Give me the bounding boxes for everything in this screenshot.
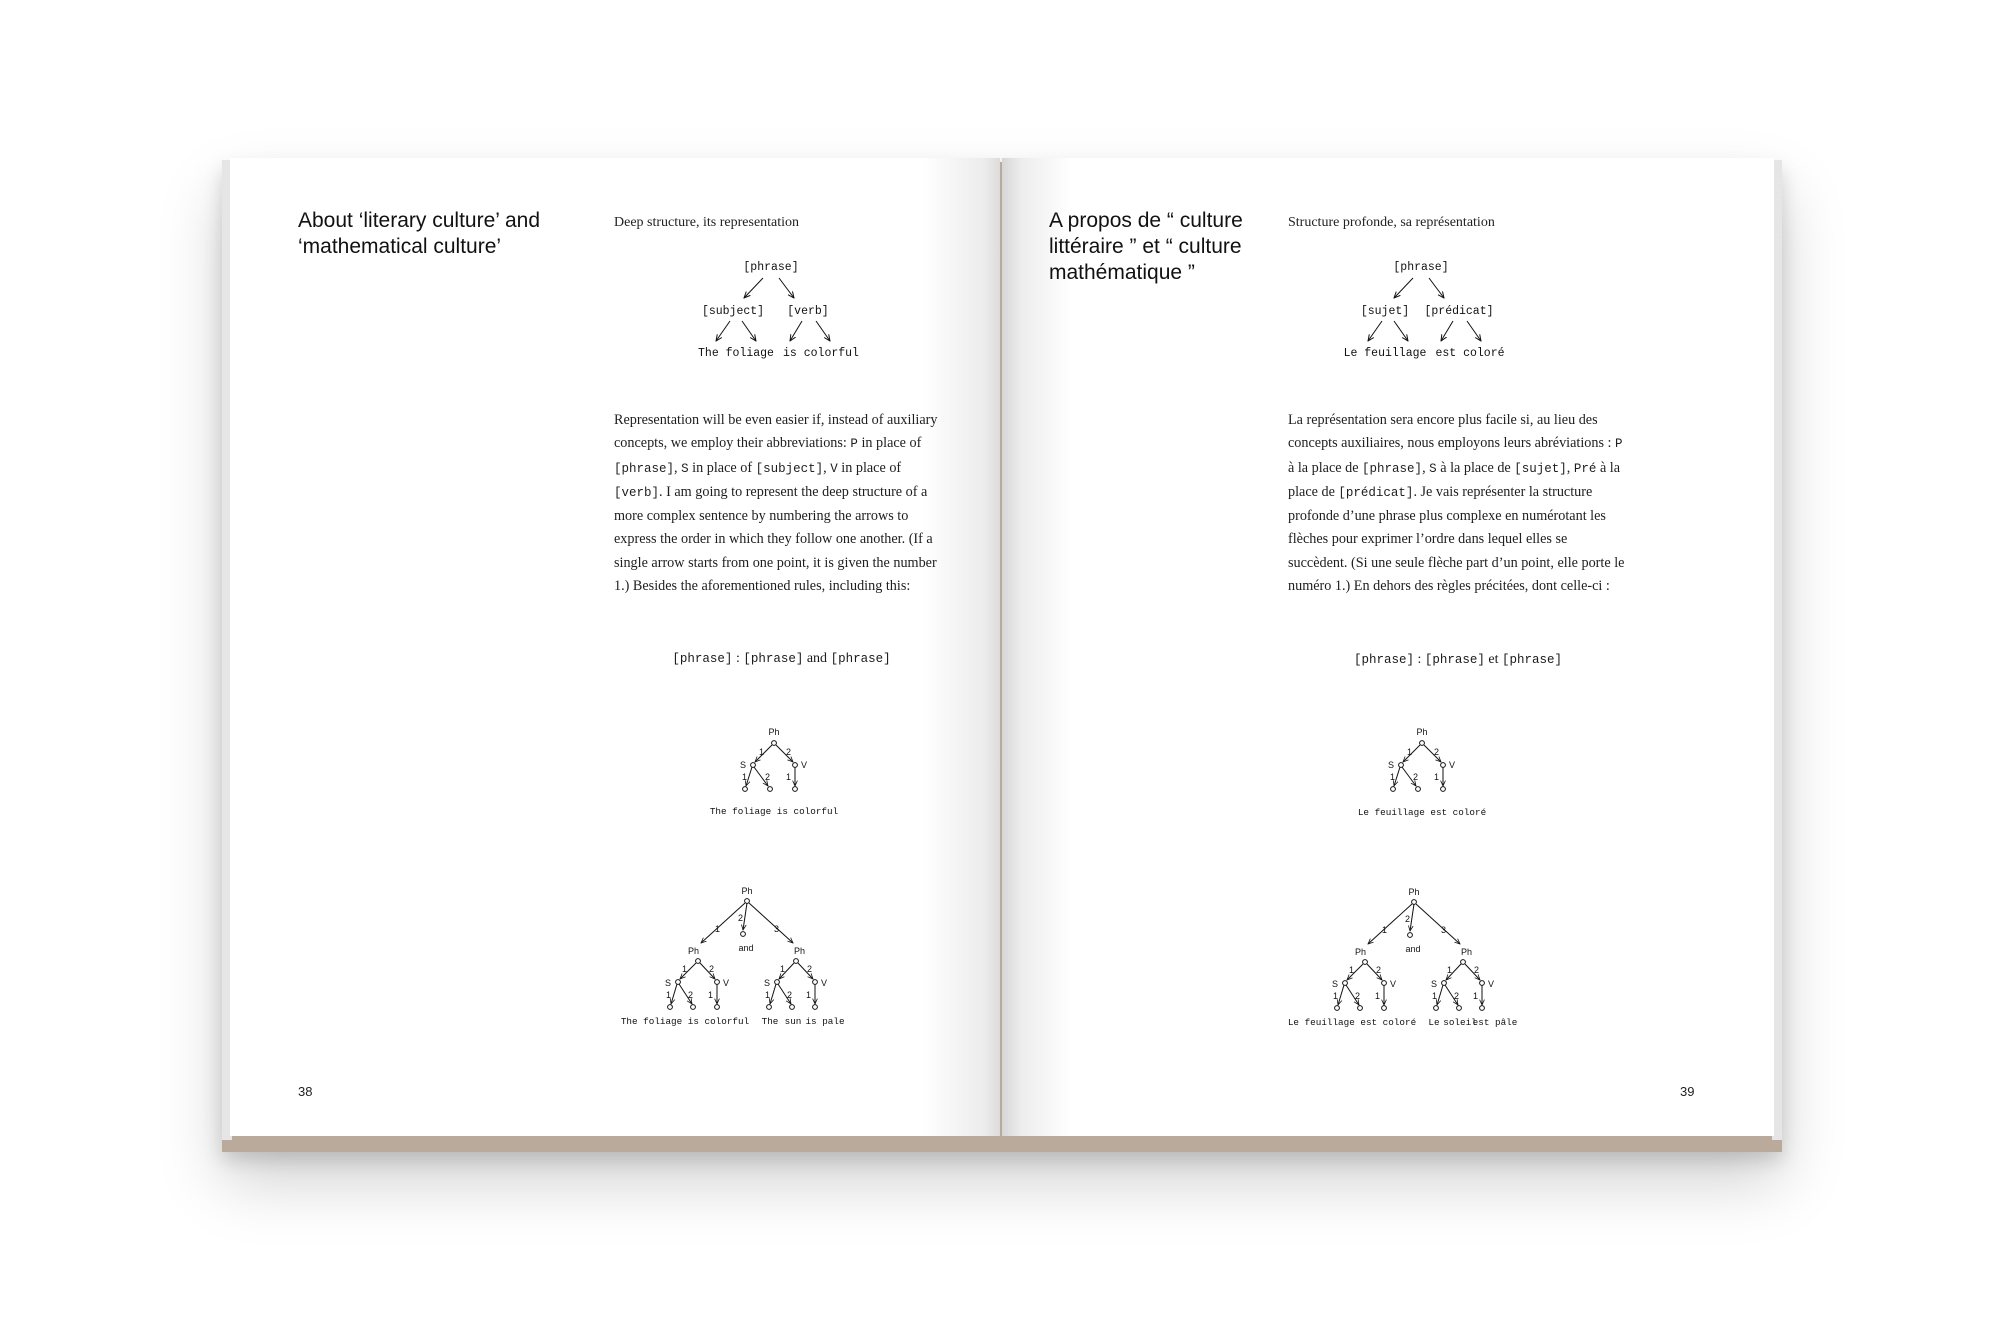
node-v: V xyxy=(801,760,808,770)
tree-word: is pale xyxy=(805,1016,845,1027)
node-s: S xyxy=(1431,979,1438,989)
tree-leaf-right: is colorful xyxy=(783,347,859,360)
arrow-number: 1 xyxy=(759,747,765,757)
left-page xyxy=(230,158,1000,1136)
arrow-number: 1 xyxy=(1390,772,1396,782)
arrow-number: 1 xyxy=(666,990,672,1000)
tree-leaf-left: Le feuillage xyxy=(1343,347,1427,360)
node-s: S xyxy=(764,978,771,988)
arrow xyxy=(790,321,802,341)
arrow-number: 3 xyxy=(774,924,780,934)
node-ph: Ph xyxy=(768,727,780,737)
node-v: V xyxy=(821,978,828,988)
arrow-number: 1 xyxy=(742,772,748,782)
arrow-number: 1 xyxy=(1333,991,1339,1001)
arrow-number: 2 xyxy=(1405,914,1411,924)
node-s: S xyxy=(665,978,672,988)
right-page xyxy=(1002,158,1774,1136)
node-v: V xyxy=(1390,979,1397,989)
arrow-number: 1 xyxy=(1473,991,1479,1001)
arrow-number: 2 xyxy=(738,913,744,923)
conjunction-and: and xyxy=(738,943,754,953)
numbered-tree-diagram xyxy=(1358,728,1498,828)
simple-tree-diagram xyxy=(670,253,870,363)
arrow-number: 2 xyxy=(787,990,793,1000)
arrow-number: 1 xyxy=(1407,747,1413,757)
arrow-number: 1 xyxy=(786,772,792,782)
section-subtitle: Deep structure, its representation xyxy=(614,215,800,230)
arrow-number: 2 xyxy=(1355,991,1361,1001)
node-s: S xyxy=(1388,760,1395,770)
rule-formula: [phrase] : [phrase] and [phrase] xyxy=(672,651,891,666)
node-ph: Ph xyxy=(794,946,806,956)
arrow-number: 2 xyxy=(765,772,771,782)
tree-sentence: The foliage is colorful xyxy=(620,1016,750,1027)
node-v: V xyxy=(1449,760,1456,770)
node-v: V xyxy=(1488,979,1495,989)
complex-tree-diagram xyxy=(1287,887,1532,1034)
node-s: S xyxy=(740,760,747,770)
tree-right-label: [verb] xyxy=(787,305,829,318)
section-subtitle: Structure profonde, sa représentation xyxy=(1288,215,1495,230)
arrow-number: 2 xyxy=(1454,991,1460,1001)
node-ph: Ph xyxy=(1461,947,1473,957)
node-s: S xyxy=(1332,979,1339,989)
arrow-number: 1 xyxy=(1434,772,1440,782)
tree-sentence: Le feuillage est coloré xyxy=(1287,1017,1417,1028)
arrow-number: 2 xyxy=(688,990,694,1000)
tree-leaf-right: est coloré xyxy=(1435,347,1505,360)
node-ph: Ph xyxy=(1408,887,1420,897)
tree-right-label: [prédicat] xyxy=(1424,305,1494,318)
arrow-number: 1 xyxy=(682,964,688,974)
arrow-number: 2 xyxy=(1413,772,1419,782)
arrow-number: 2 xyxy=(786,747,792,757)
tree-leaf-left: The foliage xyxy=(698,347,774,360)
tree-word: The xyxy=(761,1016,779,1027)
arrow-number: 1 xyxy=(715,924,721,934)
tree-left-label: [subject] xyxy=(701,305,765,318)
simple-tree-diagram xyxy=(1328,253,1528,363)
arrow-number: 1 xyxy=(1382,925,1388,935)
tree-word: soleil xyxy=(1443,1017,1477,1028)
open-book xyxy=(222,158,1782,1152)
body-paragraph: Representation will be even easier if, instead of auxiliary concepts, we employ their abbreviations: P in place of [phrase], S in place of [subject], V in place of [verb]. I am going to represent the deep structure of a more complex sentence by numbering the arrows to express the order in which they follow one another. (If a single arrow starts from one point, it is given the number 1.) Besides the aforementioned rules, including this: xyxy=(614,412,938,595)
arrow xyxy=(816,321,830,341)
node-ph: Ph xyxy=(1416,727,1428,737)
arrow-number: 1 xyxy=(1375,991,1381,1001)
tree-sentence: Le feuillage est coloré xyxy=(1357,807,1487,818)
arrow-number: 1 xyxy=(806,990,812,1000)
node-ph: Ph xyxy=(688,946,700,956)
arrow-number: 2 xyxy=(807,964,813,974)
conjunction-and: and xyxy=(1405,944,1421,954)
arrow xyxy=(742,321,756,341)
rule-formula: [phrase] : [phrase] et [phrase] xyxy=(1353,652,1563,667)
arrow-number: 2 xyxy=(1376,965,1382,975)
numbered-tree-diagram xyxy=(710,728,850,828)
tree-word: sun xyxy=(784,1016,802,1027)
arrow-number: 1 xyxy=(1447,965,1453,975)
page-number: 39 xyxy=(1680,1084,1695,1099)
tree-word: est pâle xyxy=(1472,1017,1518,1028)
arrow-number: 1 xyxy=(708,990,714,1000)
node-ph: Ph xyxy=(1355,947,1367,957)
arrow-number: 1 xyxy=(765,990,771,1000)
page-title: About ‘literary culture’ and ‘mathematical culture’ xyxy=(298,209,541,258)
arrow-number: 3 xyxy=(1441,925,1447,935)
tree-sentence: The foliage is colorful xyxy=(709,806,839,817)
tree-root-label: [phrase] xyxy=(1393,261,1449,274)
page-title: A propos de “ culture littéraire ” et “ culture mathématique ” xyxy=(1049,209,1243,284)
arrow-number: 1 xyxy=(780,964,786,974)
body-paragraph: La représentation sera encore plus facile si, au lieu des concepts auxiliaires, nous employons leurs abréviations : P à la place de [phrase], S à la place de [sujet], Pré à la place de [prédicat]. Je vais représenter la structure profonde d’une phrase plus complexe en numérotant les flèches pour exprimer l’ordre dans lequel elles se succèdent. (Si une seule flèche part d’un point, elle porte le numéro 1.) En dehors des règles précitées, dont celle-ci : xyxy=(1288,412,1625,595)
page-number: 38 xyxy=(298,1084,313,1099)
node-ph: Ph xyxy=(741,886,753,896)
arrow-number: 2 xyxy=(709,964,715,974)
arrow xyxy=(716,321,730,341)
tree-left-label: [sujet] xyxy=(1360,305,1410,318)
arrow-number: 2 xyxy=(1474,965,1480,975)
complex-tree-diagram xyxy=(620,886,865,1033)
arrow xyxy=(744,278,763,298)
arrow-number: 1 xyxy=(1432,991,1438,1001)
arrow-number: 2 xyxy=(1434,747,1440,757)
arrow-number: 1 xyxy=(1349,965,1355,975)
tree-root-label: [phrase] xyxy=(743,261,799,274)
tree-word: Le xyxy=(1428,1017,1440,1028)
node-v: V xyxy=(723,978,730,988)
arrow xyxy=(779,278,794,298)
